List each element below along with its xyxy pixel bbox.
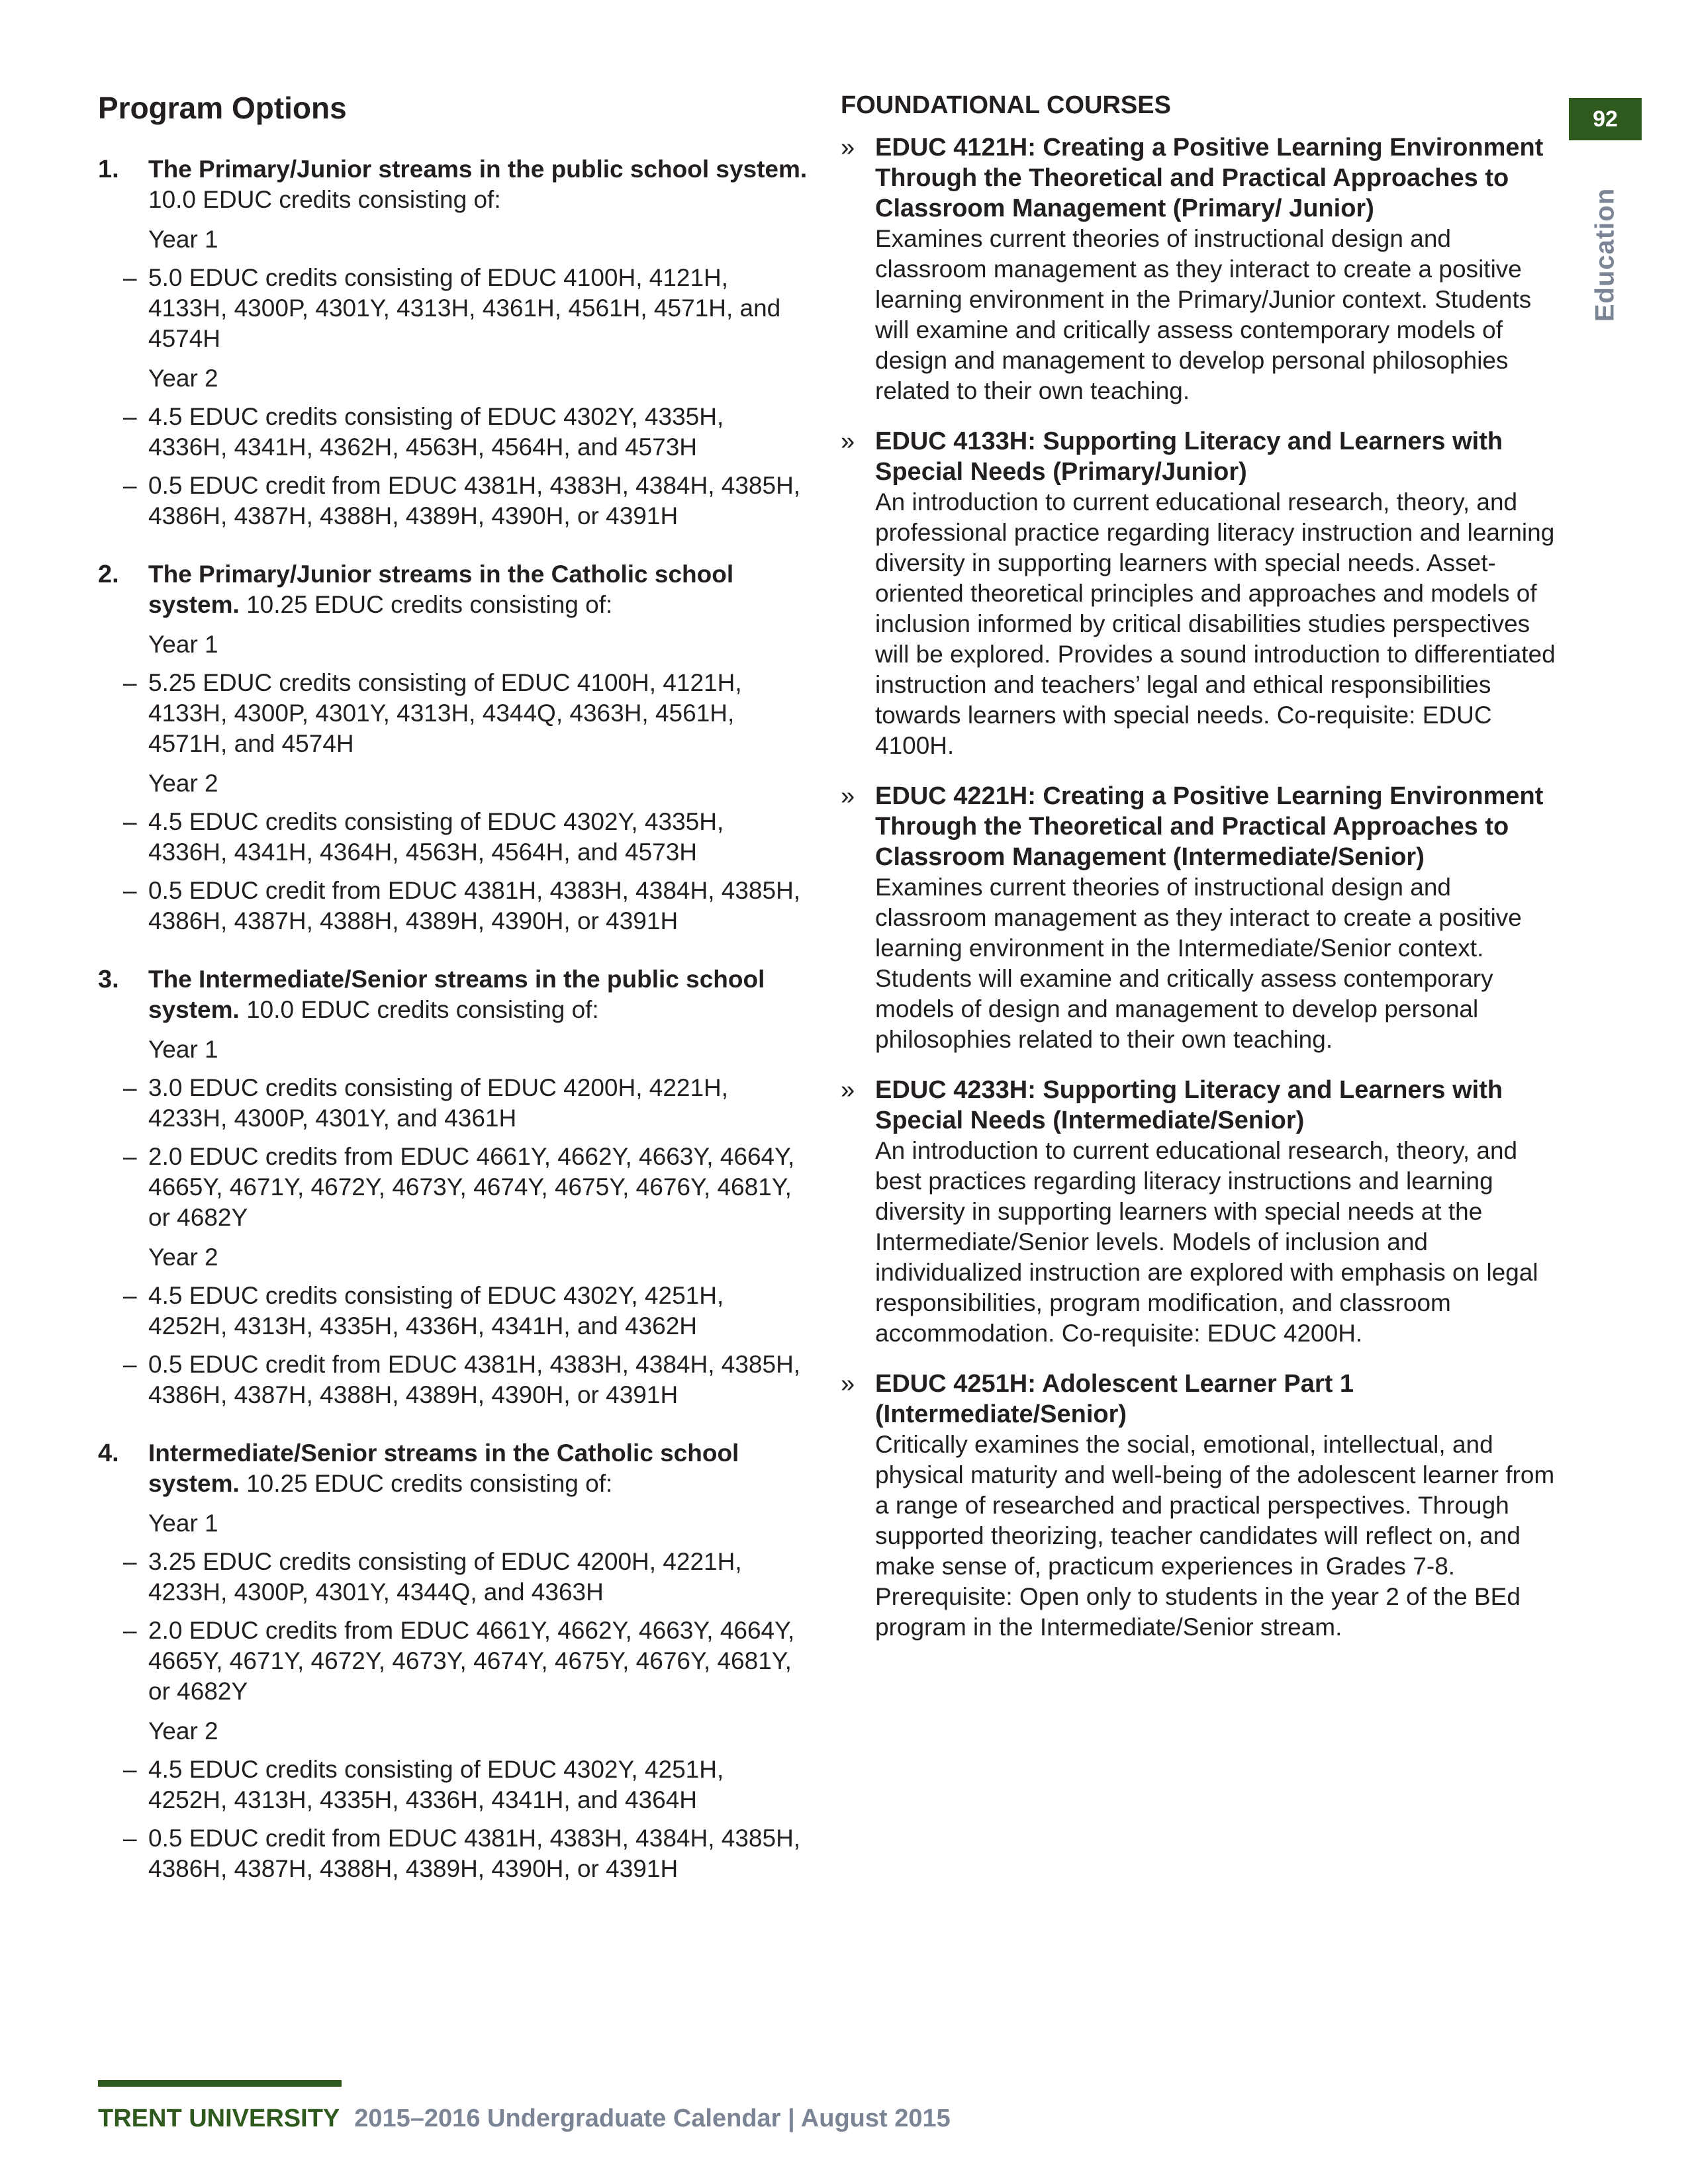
course-entry	[841, 1369, 1556, 1643]
year-label: Year 2	[148, 1244, 218, 1271]
credit-item: – 2.0 EDUC credits from EDUC 4661Y, 4662Y, 4663Y, 4664Y, 4665Y, 4671Y, 4672Y, 4673Y, 4674Y, 4675Y, 4676Y, 4681Y, or 4682Y	[123, 1617, 795, 1706]
credit-item: – 4.5 EDUC credits consisting of EDUC 4302Y, 4335H, 4336H, 4341H, 4364H, 4563H, 4564H, and 4573H	[123, 808, 724, 866]
foundational-courses-column	[841, 90, 1556, 1662]
credit-item: – 0.5 EDUC credit from EDUC 4381H, 4383H, 4384H, 4385H, 4386H, 4387H, 4388H, 4389H, 4390H, or 4391H	[123, 1351, 801, 1409]
year-label: Year 2	[148, 770, 218, 797]
year-label: Year 1	[148, 1036, 218, 1064]
year-label: Year 2	[148, 365, 218, 392]
footer-calendar: 2015–2016 Undergraduate Calendar | August 2015	[354, 2105, 951, 2132]
option-heading: The Intermediate/Senior streams in the public school system. 10.0 EDUC credits consisting of:	[148, 966, 765, 1024]
option-number: 1.	[98, 156, 119, 184]
course-title: EDUC 4121H: Creating a Positive Learning Environment Through the Theoretical and Practical Approaches to Classroom Management (Primary/ Junior)	[875, 134, 1544, 222]
option-number: 2.	[98, 561, 119, 589]
year-label: Year 1	[148, 226, 218, 253]
credit-item: – 3.0 EDUC credits consisting of EDUC 4200H, 4221H, 4233H, 4300P, 4301Y, and 4361H	[123, 1074, 729, 1132]
year-label: Year 1	[148, 631, 218, 659]
course-entry	[841, 132, 1556, 406]
credit-item: – 4.5 EDUC credits consisting of EDUC 4302Y, 4335H, 4336H, 4341H, 4362H, 4563H, 4564H, and 4573H	[123, 403, 724, 461]
course-title: EDUC 4133H: Supporting Literacy and Learners with Special Needs (Primary/Junior)	[875, 428, 1503, 486]
credit-item: – 5.0 EDUC credits consisting of EDUC 4100H, 4121H, 4133H, 4300P, 4301Y, 4313H, 4361H, 4561H, 4571H, and 4574H	[123, 264, 781, 353]
credit-item: – 4.5 EDUC credits consisting of EDUC 4302Y, 4251H, 4252H, 4313H, 4335H, 4336H, 4341H, and 4362H	[123, 1282, 724, 1340]
course-entry	[841, 1075, 1556, 1349]
chevron-right-icon: »	[841, 134, 855, 161]
option-number: 3.	[98, 966, 119, 994]
credit-item: – 2.0 EDUC credits from EDUC 4661Y, 4662Y, 4663Y, 4664Y, 4665Y, 4671Y, 4672Y, 4673Y, 4674Y, 4675Y, 4676Y, 4681Y, or 4682Y	[123, 1143, 795, 1232]
option-heading: The Primary/Junior streams in the public school system. 10.0 EDUC credits consisting of:	[148, 156, 808, 214]
chevron-right-icon: »	[841, 1076, 855, 1104]
program-options-title: Program Options	[98, 91, 347, 125]
credit-item: – 0.5 EDUC credit from EDUC 4381H, 4383H, 4384H, 4385H, 4386H, 4387H, 4388H, 4389H, 4390H, or 4391H	[123, 877, 801, 935]
option-number: 4.	[98, 1439, 119, 1468]
chevron-right-icon: »	[841, 1370, 855, 1398]
course-title: EDUC 4221H: Creating a Positive Learning Environment Through the Theoretical and Practical Approaches to Classroom Management (Intermediate/Senior)	[875, 782, 1544, 871]
year-label: Year 1	[148, 1510, 218, 1537]
credit-item: – 0.5 EDUC credit from EDUC 4381H, 4383H, 4384H, 4385H, 4386H, 4387H, 4388H, 4389H, 4390H, or 4391H	[123, 1825, 801, 1883]
chevron-right-icon: »	[841, 782, 855, 810]
program-option	[98, 559, 808, 944]
course-description: An introduction to current educational research, theory, and best practices regarding literacy instructions and learning diversity in supporting learners with special needs at the Intermediate/Senior levels. Models of inclusion and individualized instruction are explored with emphasis on legal responsibilities, program modification, and classroom accommodation. Co-requisite: EDUC 4200H.	[875, 1137, 1538, 1347]
credit-item: – 5.25 EDUC credits consisting of EDUC 4100H, 4121H, 4133H, 4300P, 4301Y, 4313H, 4344Q, 4363H, 4561H, 4571H, and 4574H	[123, 669, 742, 758]
course-entry	[841, 426, 1556, 761]
foundational-courses-title: FOUNDATIONAL COURSES	[841, 91, 1171, 119]
chevron-right-icon: »	[841, 428, 855, 455]
credit-item: – 4.5 EDUC credits consisting of EDUC 4302Y, 4251H, 4252H, 4313H, 4335H, 4336H, 4341H, and 4364H	[123, 1756, 724, 1814]
option-heading: The Primary/Junior streams in the Catholic school system. 10.25 EDUC credits consisting of:	[148, 561, 734, 619]
course-description: Examines current theories of instructional design and classroom management as they interact to create a positive learning environment in the Intermediate/Senior context. Students will examine and critically assess contemporary models of design and management to develop personal philosophies related to their own teaching.	[875, 874, 1522, 1053]
program-option	[98, 154, 808, 539]
footer-university: TRENT UNIVERSITY	[98, 2105, 340, 2132]
course-description: An introduction to current educational research, theory, and professional practice regarding literacy instruction and learning diversity in supporting learners with special needs. Asset-oriented theoretical principles and approaches and models of inclusion informed by critical disabilities studies perspectives will be explored. Provides a sound introduction to differentiated instruction and teachers’ legal and ethical responsibilities towards learners with special needs. Co-requisite: EDUC 4100H.	[875, 488, 1556, 759]
course-title: EDUC 4251H: Adolescent Learner Part 1 (Intermediate/Senior)	[875, 1370, 1354, 1428]
credit-item: – 0.5 EDUC credit from EDUC 4381H, 4383H, 4384H, 4385H, 4386H, 4387H, 4388H, 4389H, 4390H, or 4391H	[123, 472, 801, 530]
credit-item: – 3.25 EDUC credits consisting of EDUC 4200H, 4221H, 4233H, 4300P, 4301Y, 4344Q, and 4363H	[123, 1548, 742, 1606]
program-option	[98, 964, 808, 1418]
program-option	[98, 1438, 808, 1892]
course-entry	[841, 781, 1556, 1055]
section-side-tab: Education	[1590, 187, 1620, 322]
year-label: Year 2	[148, 1717, 218, 1745]
program-options-column	[98, 90, 808, 1912]
footer-divider	[98, 2080, 342, 2087]
page-footer	[98, 2105, 951, 2133]
page-number-badge: 92	[1569, 98, 1642, 140]
course-title: EDUC 4233H: Supporting Literacy and Learners with Special Needs (Intermediate/Senior)	[875, 1076, 1503, 1134]
option-heading: Intermediate/Senior streams in the Catholic school system. 10.25 EDUC credits consisting of:	[148, 1439, 739, 1498]
course-description: Examines current theories of instructional design and classroom management as they interact to create a positive learning environment in the Primary/Junior context. Students will examine and critically assess contemporary models of design and management to develop personal philosophies related to their own teaching.	[875, 225, 1532, 404]
course-description: Critically examines the social, emotional, intellectual, and physical maturity and well-being of the adolescent learner from a range of researched and practical perspectives. Through supported theorizing, teacher candidates will reflect on, and make sense of, practicum experiences in Grades 7-8. Prerequisite: Open only to students in the year 2 of the BEd program in the Intermediate/Senior stream.	[875, 1431, 1555, 1641]
